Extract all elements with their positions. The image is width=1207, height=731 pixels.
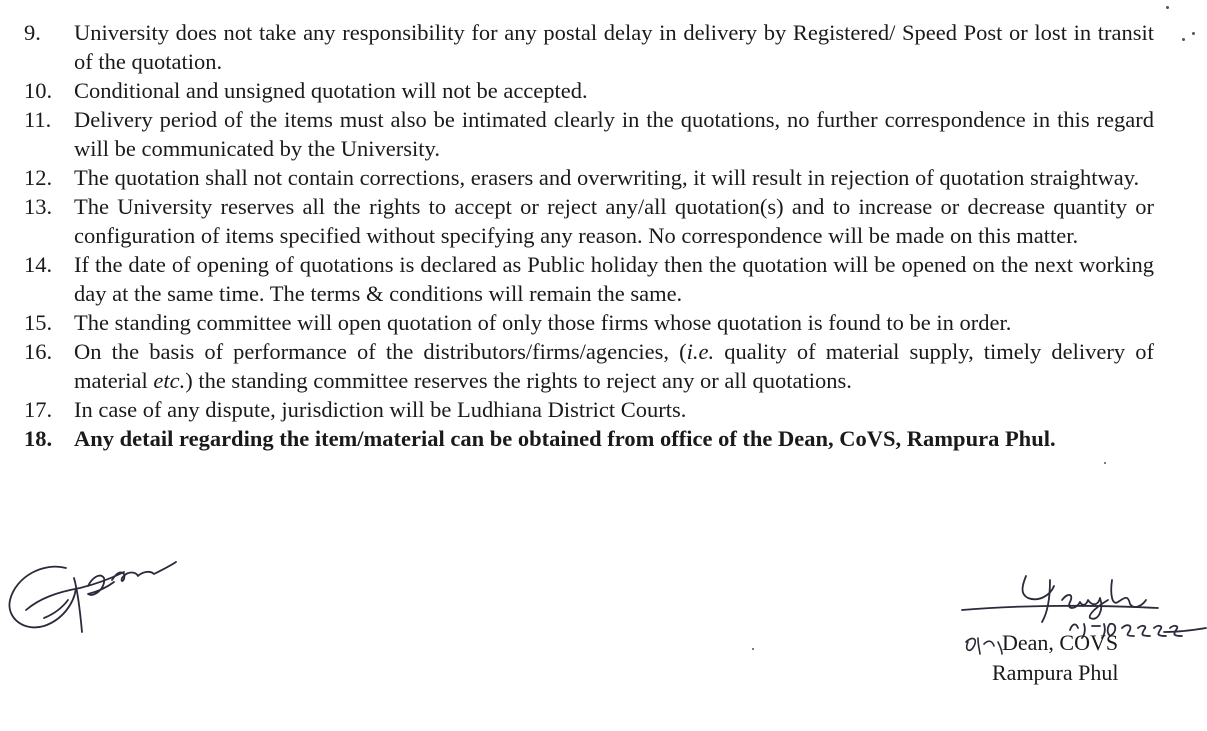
term-number: 16.: [24, 339, 53, 364]
term-text-part: quality of material supply, timely delivery of material: [74, 339, 1154, 393]
term-number: 9.: [24, 20, 41, 45]
term-text: The quotation shall not contain corrections, erasers and overwriting, it will result in rejection of quotation straightway.: [74, 165, 1140, 190]
term-number: 17.: [24, 397, 53, 422]
signatory-block: [966, 628, 1166, 688]
term-text: University does not take any responsibility for any postal delay in delivery by Registered/ Speed Post or lost in transit of the quotation.: [74, 20, 1154, 74]
term-text-part: On the basis of performance of the distributors/firms/agencies, (: [74, 339, 687, 364]
term-text-italic: etc.: [153, 368, 186, 393]
term-number: 12.: [24, 165, 53, 190]
terms-list: [24, 18, 1154, 453]
scan-speck: [1192, 32, 1195, 35]
scan-speck: [1104, 462, 1106, 464]
term-item-18: [24, 424, 1154, 453]
term-number: 11.: [24, 107, 52, 132]
term-item-11: [24, 105, 1154, 163]
term-item-10: [24, 76, 1154, 105]
term-text: If the date of opening of quotations is declared as Public holiday then the quotation will be opened on the next working day at the same time. The terms & conditions will remain the same.: [74, 252, 1154, 306]
term-number: 10.: [24, 78, 53, 103]
term-number: 13.: [24, 194, 53, 219]
scan-speck: [1166, 6, 1169, 9]
place: Rampura Phul: [992, 660, 1119, 685]
term-text-italic: i.e.: [686, 339, 715, 364]
term-text: The University reserves all the rights to accept or reject any/all quotation(s) and to increase or decrease quantity or configuration of items specified without specifying any reason. No correspondence will be made on this matter.: [74, 194, 1154, 248]
term-number: 14.: [24, 252, 53, 277]
term-text: The standing committee will open quotation of only those firms whose quotation is found to be in order.: [74, 310, 1012, 335]
term-text: Any detail regarding the item/material can be obtained from office of the Dean, CoVS, Rampura Phul.: [74, 426, 1056, 451]
term-item-16: [24, 337, 1154, 395]
scan-speck: [752, 648, 754, 650]
designation-line: [966, 628, 1166, 658]
term-item-14: [24, 250, 1154, 308]
term-item-13: [24, 192, 1154, 250]
term-item-12: [24, 163, 1154, 192]
term-text-part: ) the standing committee reserves the rights to reject any or all quotations.: [185, 368, 852, 393]
term-item-15: [24, 308, 1154, 337]
term-text: Conditional and unsigned quotation will not be accepted.: [74, 78, 588, 103]
designation: Dean, COVS: [1002, 630, 1119, 655]
scan-speck: [1182, 38, 1185, 41]
term-text: In case of any dispute, jurisdiction will be Ludhiana District Courts.: [74, 397, 687, 422]
term-number: 18.: [24, 426, 53, 451]
term-text: Delivery period of the items must also be intimated clearly in the quotations, no further correspondence in this regard will be communicated by the University.: [74, 107, 1154, 161]
left-signature: [4, 548, 179, 638]
term-item-9: [24, 18, 1154, 76]
term-item-17: [24, 395, 1154, 424]
term-number: 15.: [24, 310, 53, 335]
place-line: [966, 658, 1166, 688]
